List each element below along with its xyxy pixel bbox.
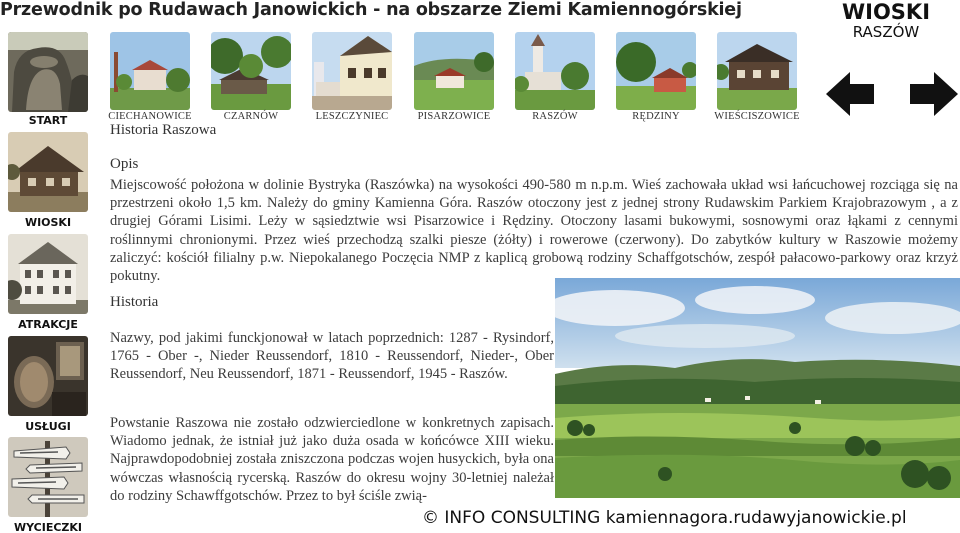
village-item-raszow[interactable] [515,32,595,122]
village-photo [312,32,392,110]
village-photo [414,32,494,110]
sidebar-item-start[interactable] [0,32,96,132]
village-photo [515,32,595,110]
arrow-right-icon [908,70,958,118]
village-label: LESZCZYNIEC [315,111,389,122]
historia-paragraph-2: Powstanie Raszowa nie zostało odzwierciedlone w konkretnych zapisach. Wiadomo jednak, że istniał już jako duża osada w końcówce XIII wieku. Najprawdopodobniej została zniszczona podczas wojen husyckich, była ona wówczas własnością rycerską. Raszów do okresu wojny 30-letniej należał do rodziny Schawffgotschów. Przez to był ściśle zwią- [110,415,554,504]
opis-heading: Opis [110,156,139,172]
village-item-leszczyniec[interactable] [312,32,392,122]
sidebar-item-label: WIOSKI [24,216,72,229]
sidebar-item-wycieczki[interactable] [0,437,96,533]
village-label: CZARNÓW [223,111,279,122]
arrow-left-icon [826,70,876,118]
prev-button[interactable] [826,70,876,118]
historia-heading: Historia [110,294,159,310]
village-item-wiesciszowice[interactable] [714,32,800,122]
village-photo [616,32,696,110]
content-subtitle: Historia Raszowa [110,122,217,138]
page-title: Przewodnik po Rudawach Janowickich - na obszarze Ziemi Kamiennogórskiej [0,0,742,20]
village-item-pisarzowice[interactable] [414,32,494,122]
village-label: WIEŚCISZOWICE [714,111,800,122]
landscape-photo [555,278,960,498]
sidebar-item-label: START [28,114,68,127]
sidebar-item-label: WYCIECZKI [13,521,83,533]
village-strip [110,32,810,132]
opis-text: Miejscowość położona w dolinie Bystryka (Raszówka) na wysokości 490-580 m n.p.m. Wieś zachowała układ wsi łańcuchowej rozciąga się na przestrzeni około 1,5 km. Należy do gminy Kamienna Góra. Raszów otoczony jest z jednej strony Rudawskim Parkiem Krajobrazowym , a z drugiej Górami Lisimi. Leży w sąsiedztwie wsi Pisarzowice i Rędziny. Otoczony lasami bukowymi, sosnowymi oraz łąkami z cennymi roślinnymi chronionymi. Przez wieś przechodzą szalki piesze (żółty) i rowerowe (czerwony). Do zabytków kultury w Raszowie możemy zaliczyć: kościół filialny p.w. Niepokalanego Poczęcia NMP z kaplicą grobową rodziny Schaffgotschów, zespół pałacowo-parkowy oraz krzyż pokutny. [110,177,958,285]
historia-paragraph-1: Nazwy, pod jakimi funckjonował w latach poprzednich: 1287 - Rysindorf, 1765 - Ober -, Nieder Reussendorf, 1810 - Reussendorf, Nieder-, Ober Reussendorf, Neu Reussendorf, 1871 - Reussendorf, 1945 - Raszów. [110,330,554,383]
village-label: RASZÓW [532,111,578,122]
sidebar-item-label: USŁUGI [25,420,71,433]
village-photo [110,32,190,110]
village-label: RĘDZINY [632,111,680,122]
sidebar [0,32,96,533]
village-item-redziny[interactable] [616,32,696,122]
village-label: CIECHANOWICE [108,111,192,122]
village-photo [211,32,291,110]
sidebar-item-uslugi[interactable] [0,336,96,436]
sidebar-item-atrakcje[interactable] [0,234,96,334]
sidebar-item-wioski[interactable] [0,132,96,232]
sidebar-item-label: ATRAKCJE [18,318,78,331]
signpost-photo [8,437,88,517]
village-item-ciechanowice[interactable] [108,32,192,122]
palace-photo [8,234,88,314]
footer-copyright: © INFO CONSULTING kamiennagora.rudawyjanowickie.pl [422,508,907,528]
village-label: PISARZOWICE [417,111,491,122]
village-photo [717,32,797,110]
section-subtitle: RASZÓW [852,23,920,41]
next-button[interactable] [908,70,958,118]
village-item-czarnow[interactable] [211,32,291,122]
wooden-house-photo [8,132,88,212]
rock-formation-photo [8,32,88,112]
interior-photo [8,336,88,416]
section-title: WIOSKI [841,0,931,24]
